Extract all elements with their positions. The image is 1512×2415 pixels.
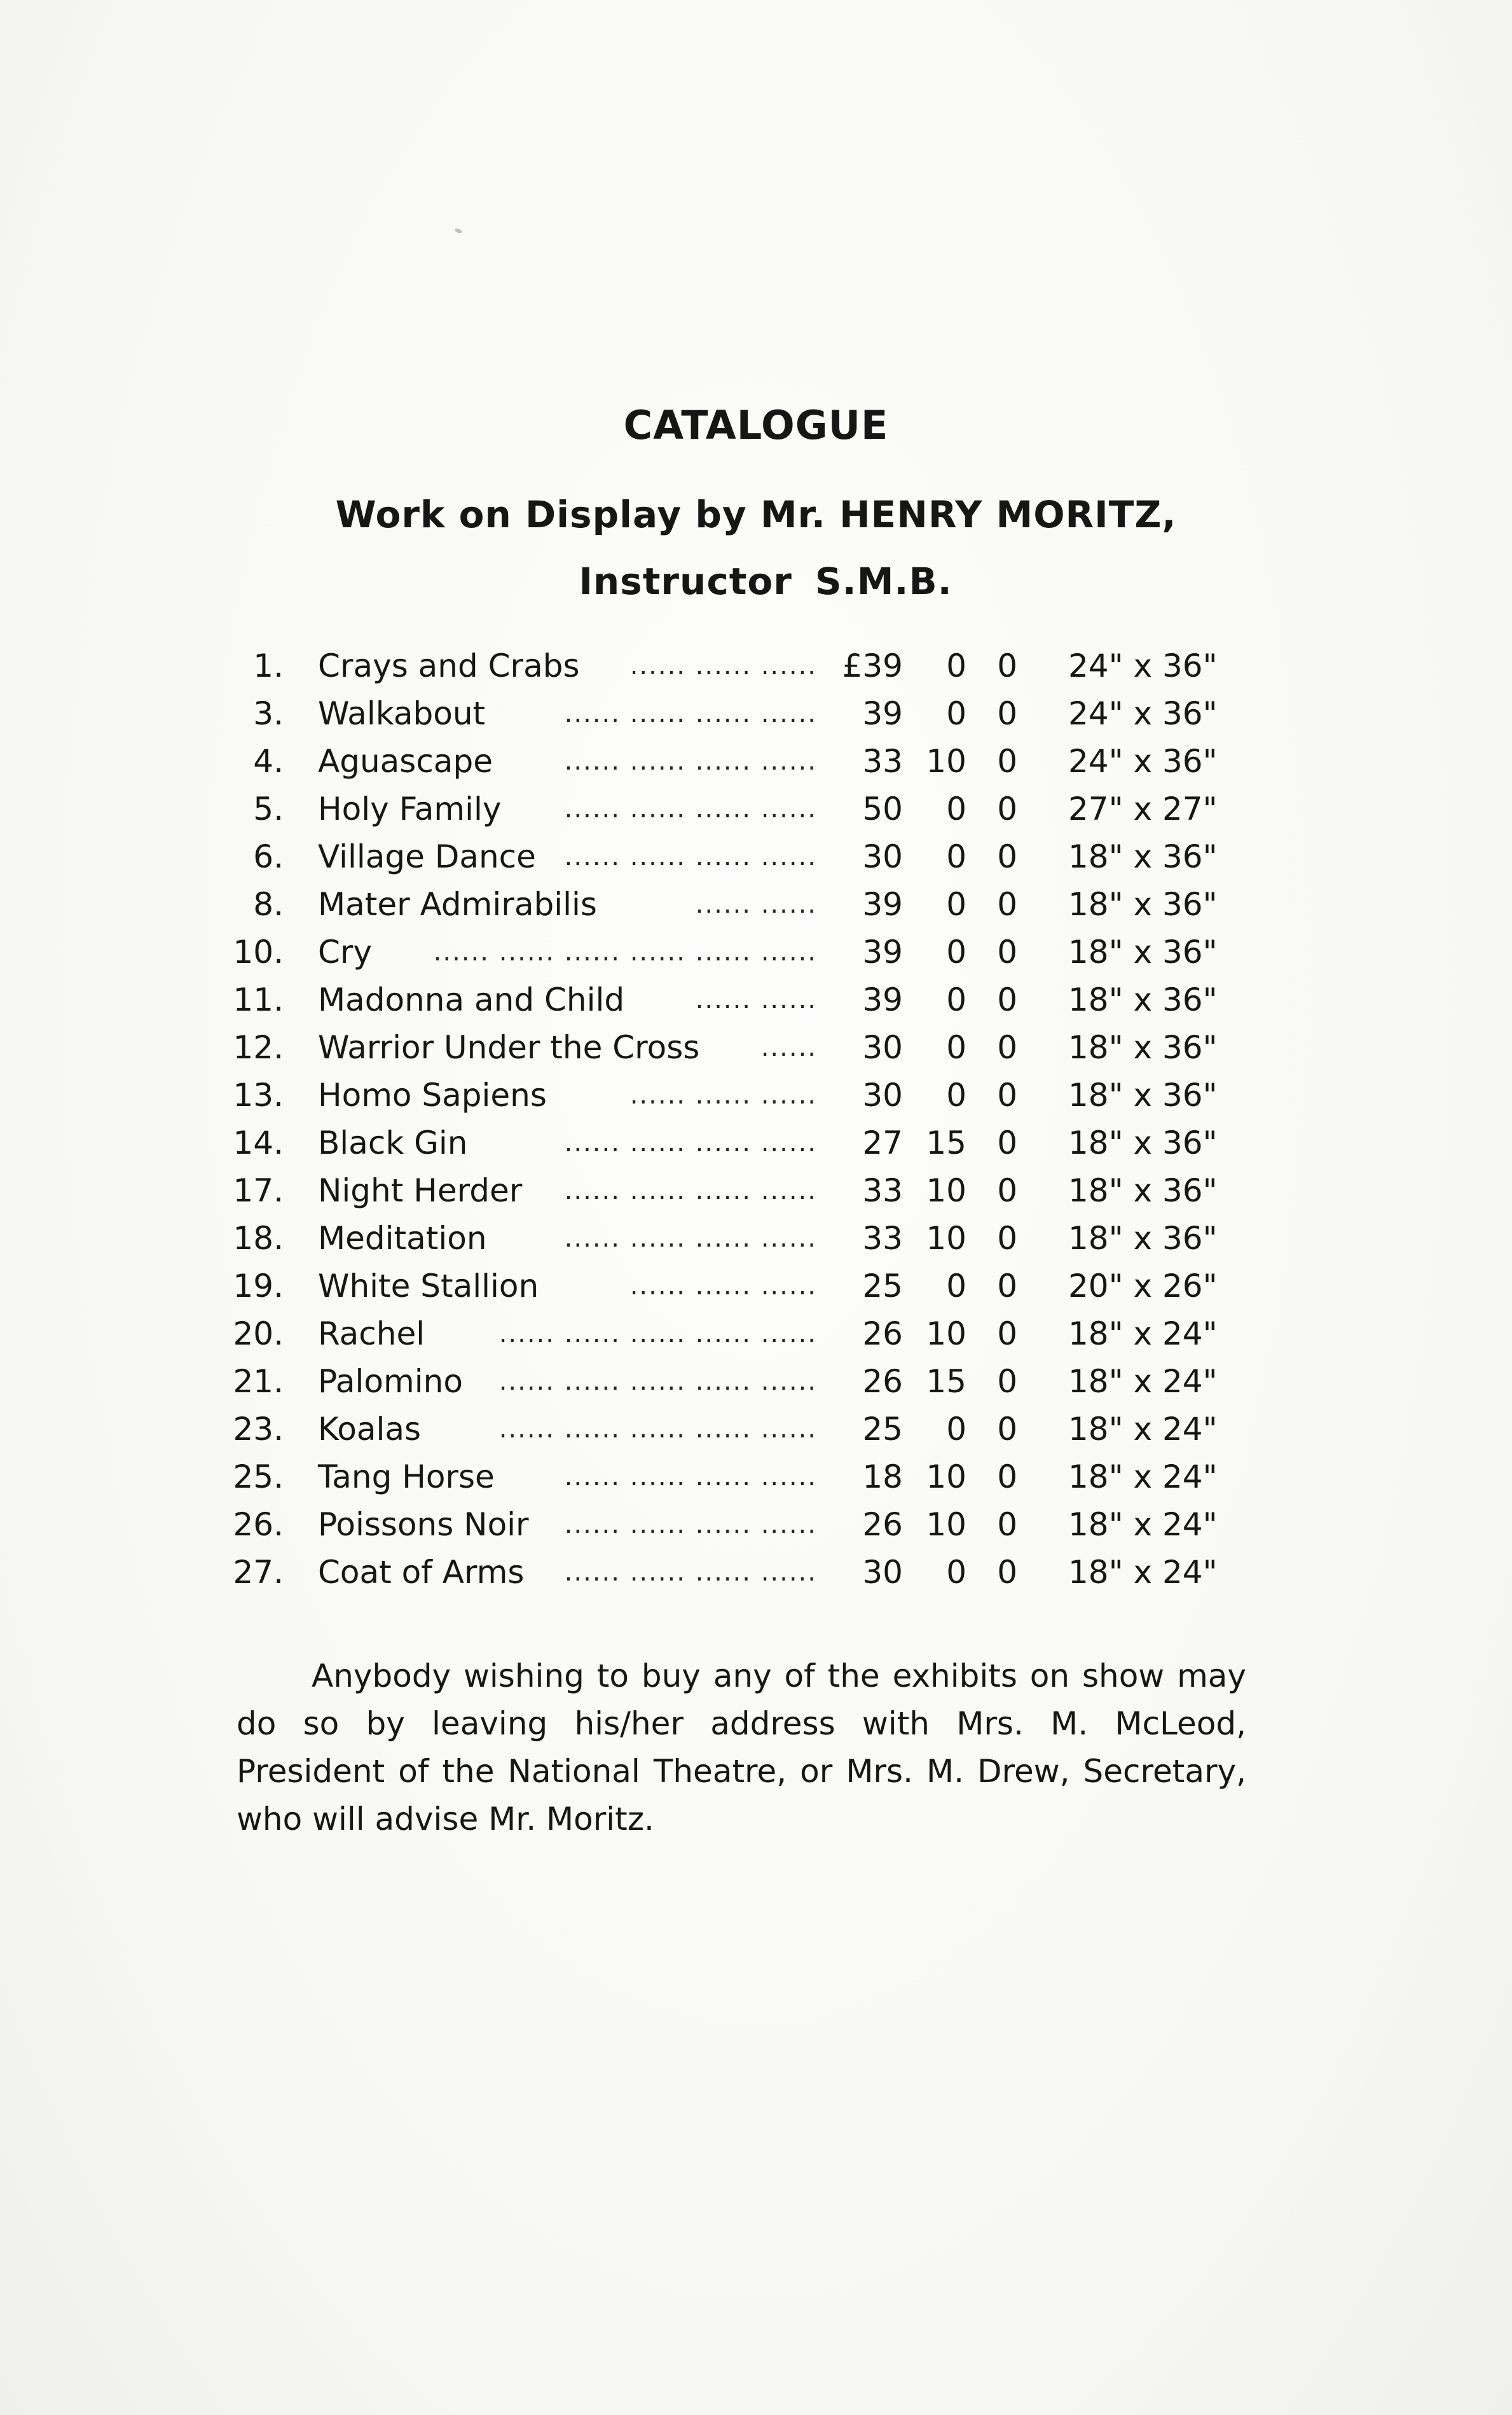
price-shillings: 0: [946, 1077, 966, 1114]
price-pounds: £39: [842, 647, 903, 684]
price-shillings: 10: [926, 1172, 966, 1209]
price-pounds: 25: [862, 1411, 903, 1448]
catalogue-row: [229, 1215, 1259, 1263]
price-pence: 0: [997, 1411, 1017, 1448]
item-size: 18" x 24": [1068, 1458, 1218, 1495]
item-title: Aguascape: [318, 743, 493, 780]
catalogue-row: [229, 1453, 1259, 1501]
price-pounds: 30: [862, 838, 903, 875]
catalogue-row: [229, 1263, 1259, 1310]
item-size: 24" x 36": [1068, 743, 1218, 780]
item-title: Poissons Noir: [318, 1506, 529, 1543]
leader-dots: ...... ...... ...... ...... ...... ......: [433, 938, 817, 967]
price-shillings: 0: [946, 838, 966, 875]
item-size: 18" x 36": [1068, 981, 1218, 1018]
item-size: 24" x 36": [1068, 695, 1218, 732]
item-number: 26.: [233, 1506, 284, 1543]
exhibition-subtitle: Work on Display by Mr. HENRY MORITZ,: [335, 493, 1177, 536]
price-pounds: 30: [862, 1554, 903, 1591]
item-number: 3.: [253, 695, 284, 732]
item-number: 8.: [253, 886, 284, 923]
item-size: 18" x 24": [1068, 1554, 1218, 1591]
price-pence: 0: [997, 1315, 1017, 1352]
price-shillings: 15: [926, 1363, 966, 1400]
price-shillings: 15: [926, 1124, 966, 1161]
item-size: 18" x 36": [1068, 934, 1218, 971]
item-title: Tang Horse: [318, 1458, 495, 1495]
price-pounds: 33: [862, 1172, 903, 1209]
catalogue-row: [229, 1167, 1259, 1215]
item-title: Meditation: [318, 1220, 487, 1257]
item-size: 18" x 24": [1068, 1411, 1218, 1448]
price-pounds: 39: [862, 934, 903, 971]
item-size: 18" x 24": [1068, 1363, 1218, 1400]
price-shillings: 0: [946, 695, 966, 732]
price-pence: 0: [997, 886, 1017, 923]
leader-dots: ...... ...... ...... ......: [564, 1176, 817, 1205]
item-title: Palomino: [318, 1363, 463, 1400]
item-number: 5.: [253, 791, 284, 827]
item-title: Mater Admirabilis: [318, 886, 597, 923]
price-pence: 0: [997, 1458, 1017, 1495]
leader-dots: ...... ...... ......: [629, 651, 817, 681]
item-number: 21.: [233, 1363, 284, 1400]
purchase-note: Anybody wishing to buy any of the exhibits on show may do so by leaving his/her address with Mrs. M. McLeod, President of the National Theatre, or Mrs. M. Drew, Secretary, who will advise Mr. Moritz.: [237, 1657, 1246, 1837]
leader-dots: ...... ......: [695, 890, 817, 919]
item-size: 27" x 27": [1068, 791, 1218, 827]
item-size: 18" x 24": [1068, 1506, 1218, 1543]
catalogue-row: [229, 929, 1259, 976]
item-title: Village Dance: [318, 838, 536, 875]
leader-dots: ......: [760, 1033, 817, 1062]
price-shillings: 0: [946, 981, 966, 1018]
item-title: Black Gin: [318, 1124, 468, 1161]
item-number: 19.: [233, 1268, 284, 1304]
price-pounds: 25: [862, 1268, 903, 1304]
price-pounds: 26: [862, 1363, 903, 1400]
price-pounds: 33: [862, 1220, 903, 1257]
item-size: 18" x 36": [1068, 1172, 1218, 1209]
item-title: White Stallion: [318, 1268, 539, 1304]
price-pence: 0: [997, 838, 1017, 875]
price-shillings: 0: [946, 1029, 966, 1066]
instructor-org: S.M.B.: [814, 560, 952, 603]
leader-dots: ...... ...... ...... ......: [564, 1462, 817, 1491]
catalogue-row: [229, 1358, 1259, 1406]
catalogue-list: [229, 642, 1259, 1596]
leader-dots: ...... ...... ......: [629, 1081, 817, 1110]
item-title: Night Herder: [318, 1172, 523, 1209]
price-pounds: 30: [862, 1077, 903, 1114]
item-title: Crays and Crabs: [318, 647, 580, 684]
catalogue-row: [229, 690, 1259, 738]
item-number: 25.: [233, 1458, 284, 1495]
catalogue-row: [229, 833, 1259, 881]
catalogue-row: [229, 1310, 1259, 1358]
price-pence: 0: [997, 647, 1017, 684]
price-pence: 0: [997, 1268, 1017, 1304]
item-number: 17.: [233, 1172, 284, 1209]
price-shillings: 0: [946, 647, 966, 684]
leader-dots: ...... ...... ...... ......: [564, 1558, 817, 1587]
item-number: 10.: [233, 934, 284, 971]
item-number: 18.: [233, 1220, 284, 1257]
item-number: 4.: [253, 743, 284, 780]
instructor-line: [0, 560, 1512, 603]
catalogue-row: [229, 881, 1259, 929]
leader-dots: ...... ...... ...... ......: [564, 842, 817, 871]
leader-dots: ...... ...... ...... ......: [564, 1510, 817, 1539]
item-title: Koalas: [318, 1411, 422, 1448]
price-pounds: 26: [862, 1315, 903, 1352]
catalogue-row: [229, 1549, 1259, 1596]
catalogue-row: [229, 1406, 1259, 1453]
price-shillings: 0: [946, 1554, 966, 1591]
price-pence: 0: [997, 695, 1017, 732]
catalogue-row: [229, 738, 1259, 785]
item-number: 11.: [233, 981, 284, 1018]
price-pence: 0: [997, 1172, 1017, 1209]
item-number: 13.: [233, 1077, 284, 1114]
price-pence: 0: [997, 1363, 1017, 1400]
item-number: 14.: [233, 1124, 284, 1161]
price-pounds: 18: [862, 1458, 903, 1495]
price-pounds: 33: [862, 743, 903, 780]
price-pence: 0: [997, 934, 1017, 971]
catalogue-row: [229, 976, 1259, 1024]
price-pence: 0: [997, 1220, 1017, 1257]
price-pounds: 39: [862, 886, 903, 923]
price-pence: 0: [997, 1077, 1017, 1114]
item-title: Coat of Arms: [318, 1554, 525, 1591]
item-size: 18" x 36": [1068, 1077, 1218, 1114]
price-shillings: 0: [946, 886, 966, 923]
price-shillings: 10: [926, 1506, 966, 1543]
price-pence: 0: [997, 1554, 1017, 1591]
item-number: 1.: [253, 647, 284, 684]
leader-dots: ...... ...... ...... ...... ......: [498, 1415, 817, 1444]
price-pence: 0: [997, 1506, 1017, 1543]
price-pence: 0: [997, 1124, 1017, 1161]
catalogue-row: [229, 642, 1259, 690]
leader-dots: ...... ...... ...... ...... ......: [498, 1367, 817, 1396]
price-shillings: 10: [926, 1315, 966, 1352]
leader-dots: ...... ...... ...... ......: [564, 699, 817, 728]
price-pounds: 30: [862, 1029, 903, 1066]
price-shillings: 0: [946, 1411, 966, 1448]
item-title: Holy Family: [318, 791, 502, 827]
price-shillings: 0: [946, 934, 966, 971]
item-number: 23.: [233, 1411, 284, 1448]
price-pence: 0: [997, 791, 1017, 827]
price-pounds: 39: [862, 695, 903, 732]
item-number: 20.: [233, 1315, 284, 1352]
price-pounds: 50: [862, 791, 903, 827]
item-size: 18" x 36": [1068, 886, 1218, 923]
catalogue-row: [229, 1119, 1259, 1167]
item-title: Walkabout: [318, 695, 486, 732]
leader-dots: ...... ......: [695, 985, 817, 1014]
item-size: 18" x 36": [1068, 1124, 1218, 1161]
item-size: 20" x 26": [1068, 1268, 1218, 1304]
price-shillings: 0: [946, 791, 966, 827]
price-pounds: 39: [862, 981, 903, 1018]
price-shillings: 10: [926, 1220, 966, 1257]
price-pounds: 27: [862, 1124, 903, 1161]
item-title: Warrior Under the Cross: [318, 1029, 700, 1066]
item-size: 18" x 36": [1068, 1029, 1218, 1066]
catalogue-row: [229, 1501, 1259, 1549]
instructor-label: Instructor: [579, 560, 792, 603]
leader-dots: ...... ...... ...... ......: [564, 747, 817, 776]
item-size: 24" x 36": [1068, 647, 1218, 684]
price-shillings: 10: [926, 1458, 966, 1495]
item-size: 18" x 36": [1068, 1220, 1218, 1257]
price-pence: 0: [997, 743, 1017, 780]
catalogue-row: [229, 1072, 1259, 1119]
catalogue-row: [229, 785, 1259, 833]
item-size: 18" x 36": [1068, 838, 1218, 875]
price-pence: 0: [997, 981, 1017, 1018]
price-pence: 0: [997, 1029, 1017, 1066]
item-title: Rachel: [318, 1315, 425, 1352]
item-number: 27.: [233, 1554, 284, 1591]
item-number: 6.: [253, 838, 284, 875]
price-shillings: 0: [946, 1268, 966, 1304]
item-title: Homo Sapiens: [318, 1077, 547, 1114]
catalogue-title: CATALOGUE: [623, 402, 889, 448]
price-pounds: 26: [862, 1506, 903, 1543]
leader-dots: ...... ...... ...... ......: [564, 794, 817, 824]
leader-dots: ...... ...... ...... ......: [564, 1224, 817, 1253]
leader-dots: ...... ...... ...... ...... ......: [498, 1319, 817, 1348]
item-size: 18" x 24": [1068, 1315, 1218, 1352]
catalogue-row: [229, 1024, 1259, 1072]
item-title: Cry: [318, 934, 373, 971]
item-title: Madonna and Child: [318, 981, 625, 1018]
price-shillings: 10: [926, 743, 966, 780]
leader-dots: ...... ...... ...... ......: [564, 1128, 817, 1158]
item-number: 12.: [233, 1029, 284, 1066]
leader-dots: ...... ...... ......: [629, 1271, 817, 1301]
